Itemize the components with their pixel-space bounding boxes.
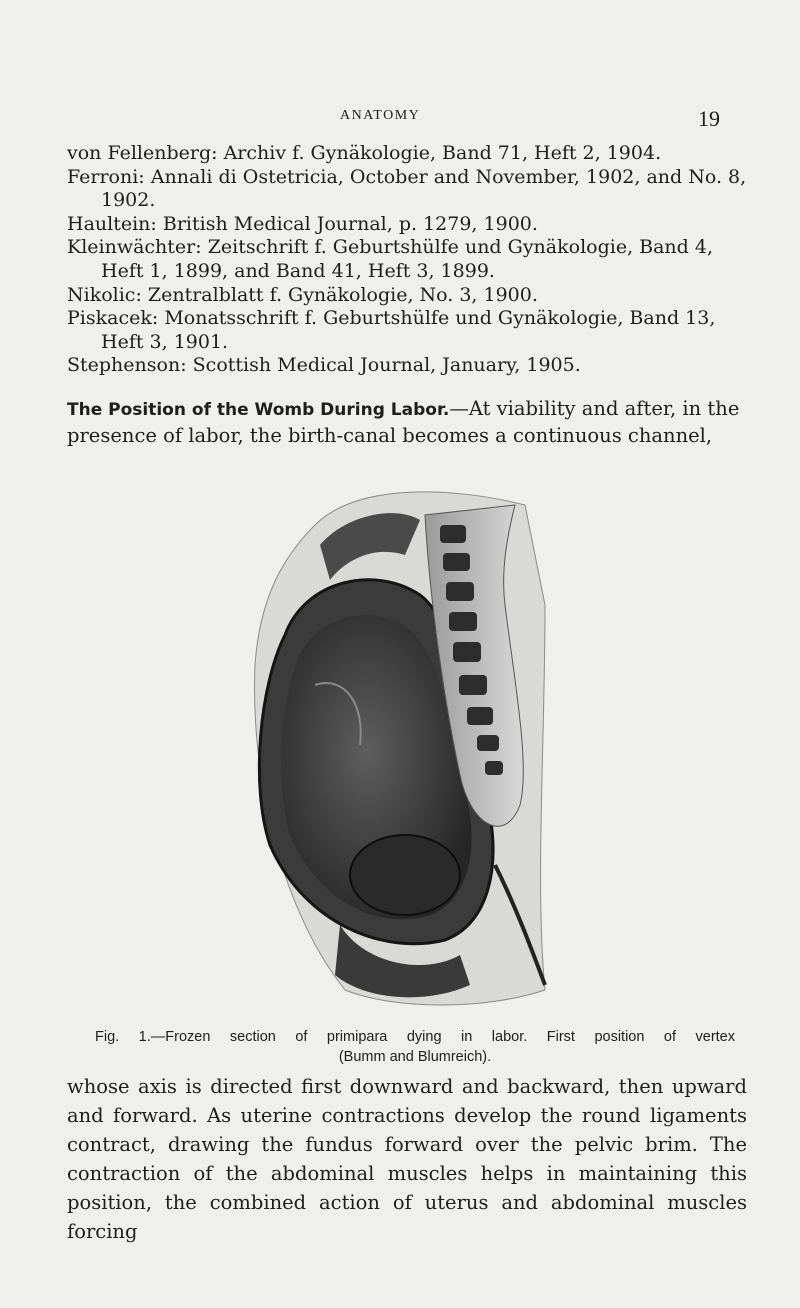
figure-caption (95, 1027, 735, 1067)
caption-line: (Bumm and Blumreich). (338, 1049, 492, 1065)
vertebra (477, 735, 499, 751)
body-paragraph: whose axis is directed first downward and backward, then upward and forward. As uterine contractions develop the round ligaments contract, drawing the fundus forward over the pelvic brim. The contraction of the abdominal muscles helps in maintaining this position, the combined action of uterus and abdominal muscles forcing (67, 1075, 747, 1243)
reference-text: Zeitschrift f. Geburtshülfe und Gynäkologie, Band 4, Heft 1, 1899, and Band 41, Heft 3, 1899. (101, 236, 713, 282)
page-number: 19 (698, 106, 720, 131)
section-title: The Position of the Womb During Labor. (67, 400, 450, 420)
vertebra (485, 761, 503, 775)
fetal-head (350, 835, 460, 915)
reference-author: Ferroni: (67, 165, 145, 188)
reference-author: Nikolic: (67, 283, 142, 306)
reference-item (67, 236, 747, 283)
vertebra (443, 553, 470, 571)
reference-text: Scottish Medical Journal, January, 1905. (192, 354, 581, 377)
vertebra (467, 707, 493, 725)
reference-author: von Fellenberg: (67, 142, 218, 164)
vertebra (449, 612, 477, 631)
reference-text: Annali di Ostetricia, October and November, 1902, and No. 8, 1902. (101, 165, 747, 212)
reference-item (67, 213, 747, 237)
vertebra (440, 525, 466, 543)
reference-item (67, 166, 747, 213)
reference-item (67, 354, 747, 378)
reference-author: Piskacek: (67, 307, 159, 330)
reference-author: Haultein: (67, 212, 157, 235)
reference-text: Archiv f. Gynäkologie, Band 71, Heft 2, 1904. (223, 142, 662, 164)
reference-text: Zentralblatt f. Gynäkologie, No. 3, 1900. (147, 283, 538, 306)
reference-list (67, 142, 747, 378)
running-head: ANATOMY (340, 108, 421, 123)
section-paragraph (67, 396, 747, 449)
vertebra (459, 675, 487, 695)
reference-text: Monatsschrift f. Geburtshülfe und Gynäkologie, Band 13, Heft 3, 1901. (101, 307, 716, 353)
vertebra (453, 642, 481, 662)
section-intro: —At viability and after, in the presence of labor, the birth-canal becomes a continuous channel, (67, 397, 740, 447)
vertebra (446, 582, 474, 601)
frozen-section-illustration (245, 485, 565, 1020)
reference-item (67, 284, 747, 308)
reference-author: Kleinwächter: (67, 236, 202, 259)
caption-line: Fig. 1.—Frozen section of primipara dying in labor. First position of vertex (95, 1029, 735, 1045)
figure-frozen-section (245, 485, 565, 1020)
reference-item (67, 307, 747, 354)
reference-item (67, 142, 747, 166)
reference-author: Stephenson: (67, 354, 187, 377)
reference-text: British Medical Journal, p. 1279, 1900. (162, 212, 538, 235)
page-header (0, 106, 800, 136)
